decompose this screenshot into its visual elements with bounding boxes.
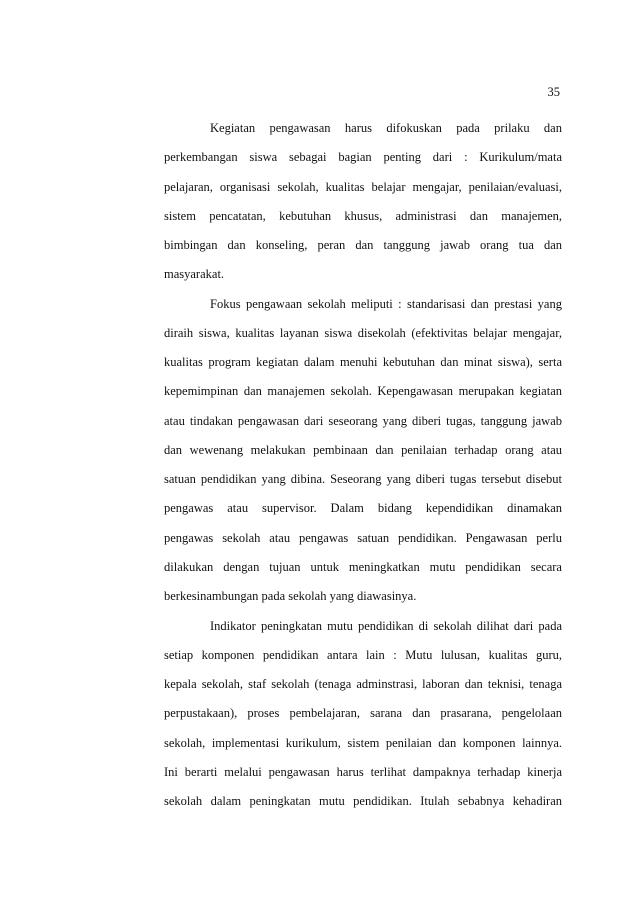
- paragraph-1-line-3: pelajaran, organisasi sekolah, kualitas belajar mengajar, penilaian/evaluasi,: [164, 179, 562, 194]
- body-text: [164, 120, 562, 822]
- paragraph-2-line-9: pengawas sekolah atau pengawas satuan pendidikan. Pengawasan perlu: [164, 530, 562, 545]
- paragraph-1-line-4: sistem pencatatan, kebutuhan khusus, administrasi dan manajemen,: [164, 208, 562, 223]
- paragraph-2-line-8: pengawas atau supervisor. Dalam bidang kependidikan dinamakan: [164, 501, 562, 516]
- paragraph-2-line-3: kualitas program kegiatan dalam menuhi kebutuhan dan minat siswa), serta: [164, 355, 562, 370]
- paragraph-3-line-1: Indikator peningkatan mutu pendidikan di sekolah dilihat dari pada: [210, 618, 562, 633]
- paragraph-2-line-10: dilakukan dengan tujuan untuk meningkatkan mutu pendidikan secara: [164, 559, 562, 574]
- paragraph-3-line-5: sekolah, implementasi kurikulum, sistem penilaian dan komponen lainnya.: [164, 735, 562, 750]
- paragraph-2-line-1: Fokus pengawaan sekolah meliputi : standarisasi dan prestasi yang: [210, 296, 562, 311]
- paragraph-2-line-11: berkesinambungan pada sekolah yang diawasinya.: [164, 589, 417, 604]
- paragraph-3-line-4: perpustakaan), proses pembelajaran, sarana dan prasarana, pengelolaan: [164, 706, 562, 721]
- paragraph-2-line-5: atau tindakan pengawasan dari seseorang yang diberi tugas, tanggung jawab: [164, 413, 562, 428]
- paragraph-3-line-2: setiap komponen pendidikan antara lain : Mutu lulusan, kualitas guru,: [164, 647, 562, 662]
- paragraph-2-line-4: kepemimpinan dan manajemen sekolah. Kepengawasan merupakan kegiatan: [164, 384, 562, 399]
- paragraph-1-line-2: perkembangan siswa sebagai bagian penting dari : Kurikulum/mata: [164, 150, 562, 165]
- paragraph-1-line-1: Kegiatan pengawasan harus difokuskan pada prilaku dan: [210, 121, 562, 135]
- paragraph-1-line-5: bimbingan dan konseling, peran dan tanggung jawab orang tua dan: [164, 238, 562, 253]
- paragraph-2-line-2: diraih siswa, kualitas layanan siswa disekolah (efektivitas belajar mengajar,: [164, 325, 562, 340]
- page-number: 35: [547, 85, 560, 99]
- paragraph-2-line-7: satuan pendidikan yang dibina. Seseorang yang diberi tugas tersebut disebut: [164, 472, 562, 487]
- paragraph-3-line-7: sekolah dalam peningkatan mutu pendidikan. Itulah sebabnya kehadiran: [164, 794, 562, 809]
- paragraph-3-line-6: Ini berarti melalui pengawasan harus terlihat dampaknya terhadap kinerja: [164, 764, 562, 779]
- paragraph-1-line-6: masyarakat.: [164, 267, 225, 282]
- paragraph-3-line-3: kepala sekolah, staf sekolah (tenaga adminstrasi, laboran dan teknisi, tenaga: [164, 677, 562, 692]
- paragraph-2-line-6: dan wewenang melakukan pembinaan dan penilaian terhadap orang atau: [164, 442, 562, 457]
